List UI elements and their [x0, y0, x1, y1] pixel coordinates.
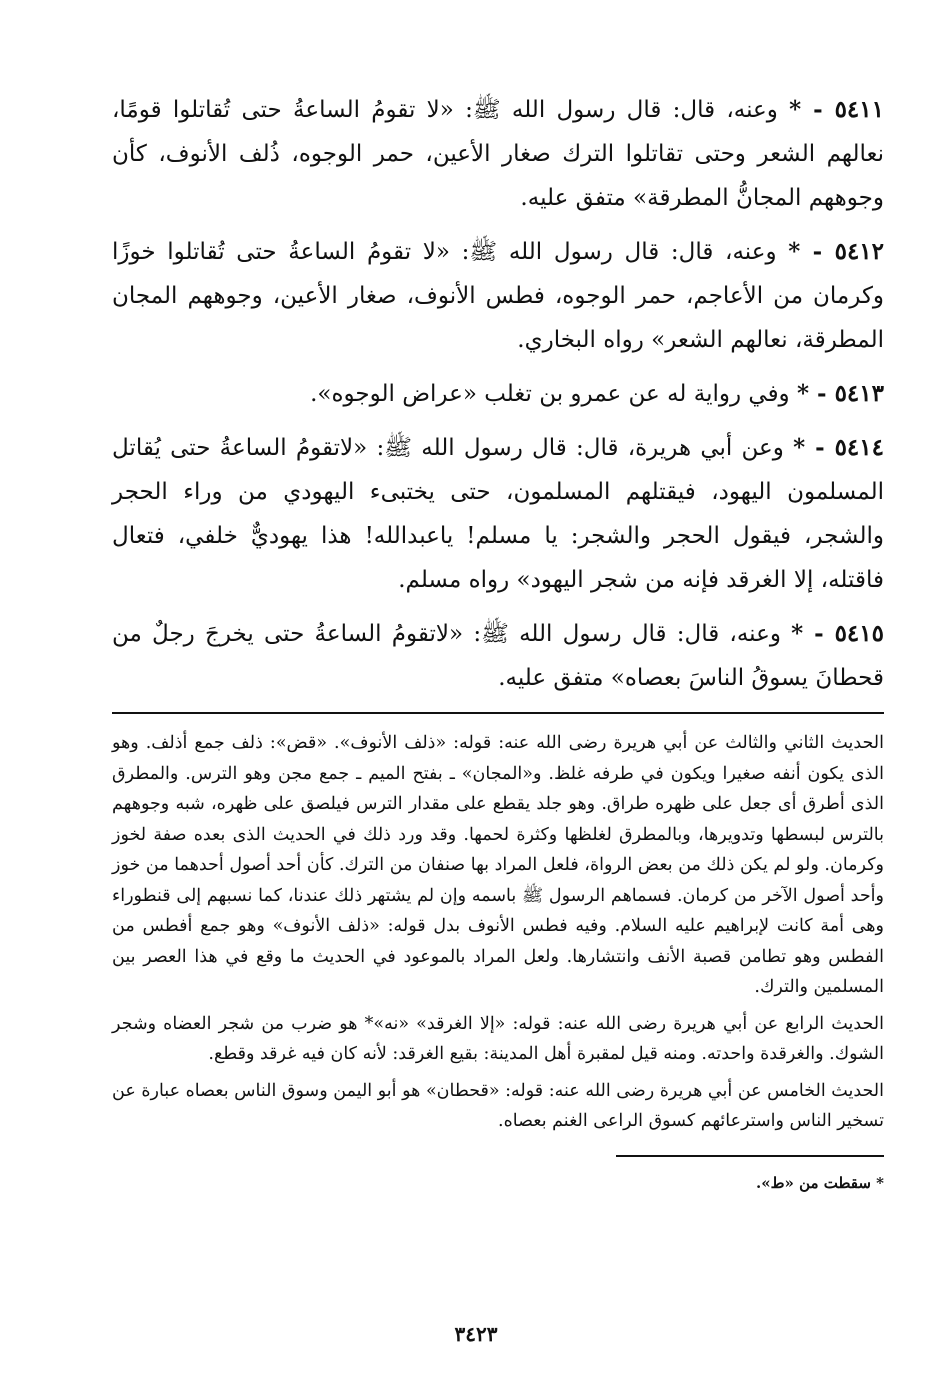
- page-number: ٣٤٢٣: [454, 1322, 498, 1346]
- hadith-text: وفي رواية له عن عمرو بن تغلب «عراض الوجوه».: [310, 381, 790, 407]
- hadith-5413: [112, 372, 884, 416]
- commentary-note: الحديث الخامس عن أبي هريرة رضى الله عنه: قوله: «قحطان» هو أبو اليمن وسوق الناس بعصاه عبارة عن تسخير الناس واسترعائهم كسوق الراعى الغنم بعصاه.: [112, 1080, 884, 1131]
- commentary-note: الحديث الثاني والثالث عن أبي هريرة رضى الله عنه: قوله: «ذلف الأنوف». «قض»: ذلف جمع أذلف. وهو الذى يكون أنفه صغيرا ويكون في طرفه غلظ. و«المجان» ـ بفتح الميم ـ جمع مجن وهو الترس. والمطرق الذى أطرق أى جعل على ظهره طراق. وهو جلد يقطع على مقدار الترس فيلصق على ظهره، شبه وجوههم بالترس لبسطها وتدويرها، وبالمطرق لغلظها وكثرة لحمها. وقد ورد ذلك في الحديث الذى بعده صفة لخوز وكرمان. ولو لم يكن ذلك من بعض الرواة، فلعل المراد بها صنفان من الترك. كأن أحد أصول أحدهما من خوز وأحد أصول الآخر من كرمان. فسماهم الرسول ﷺ باسمه وإن لم يشتهر ذلك عندنا، كما نسبهم إلى قنطوراء وهى أمة كانت لإبراهيم عليه السلام. وفيه فطس الأنوف بدل قوله: «ذلف الأنوف» وهو جمع أفطس من الفطس وهو تطامن قصبة الأنف وانتشارها. ولعل المراد بالموعود في الحديث ما وقع في هذا العصر بين المسلمين والترك.: [112, 733, 884, 997]
- hadith-number: ٥٤١٤ - *: [793, 434, 884, 461]
- hadith-number: ٥٤١٢ - *: [788, 238, 885, 265]
- page-body: [112, 88, 884, 1209]
- footnote-divider: [616, 1155, 884, 1157]
- hadith-5412: [112, 230, 884, 362]
- hadith-text: وعن أبي هريرة، قال: قال رسول الله ﷺ: «لاتقومُ الساعةُ حتى يُقاتل المسلمون اليهود، فيقتلهم المسلمون، حتى يختبىء اليهودي من وراء الحجر والشجر، فيقول الحجر والشجر: يا مسلم! ياعبدالله! هذا يهوديٌّ خلفي، فتعال فاقتله، إلا الغرقد فإنه من شجر اليهود» رواه مسلم.: [112, 435, 884, 593]
- hadith-text: وعنه، قال: قال رسول الله ﷺ: «لاتقومُ الساعةُ حتى يخرجَ رجلٌ من قحطانَ يسوقُ الناسَ بعصاه» متفق عليه.: [112, 621, 884, 691]
- commentary-note: الحديث الرابع عن أبي هريرة رضى الله عنه: قوله: «إلا الغرقد» «نه»* هو ضرب من شجر العضاه وشجر الشوك. والغرقدة واحدته. ومنه قيل لمقبرة أهل المدينة: بقيع الغرقد: لأنه كان فيه غرقد وقطع.: [112, 1013, 884, 1064]
- commentary-divider: [112, 712, 884, 714]
- hadith-5414: [112, 426, 884, 602]
- hadith-text: وعنه، قال: قال رسول الله ﷺ: «لا تقومُ الساعةُ حتى تُقاتلوا قومًا، نعالهم الشعر وحتى تقاتلوا الترك صغار الأعين، حمر الوجوه، ذُلف الأنوف، كأن وجوههم المجانُّ المطرقة» متفق عليه.: [112, 97, 884, 211]
- hadith-number: ٥٤١١ - *: [789, 96, 884, 123]
- hadith-number: ٥٤١٥ - *: [791, 620, 884, 647]
- hadith-number: ٥٤١٣ - *: [796, 380, 884, 407]
- hadith-text: وعنه، قال: قال رسول الله ﷺ: «لا تقومُ الساعةُ حتى تُقاتلوا خوزًا وكرمان من الأعاجم، حمر الوجوه، فطس الأنوف، صغار الأعين، وجوههم المجان المطرقة، نعالهم الشعر» رواه البخاري.: [112, 239, 884, 353]
- hadith-5411: [112, 88, 884, 220]
- hadith-5415: [112, 612, 884, 700]
- footnote: * سقطت من «ط».: [756, 1173, 884, 1192]
